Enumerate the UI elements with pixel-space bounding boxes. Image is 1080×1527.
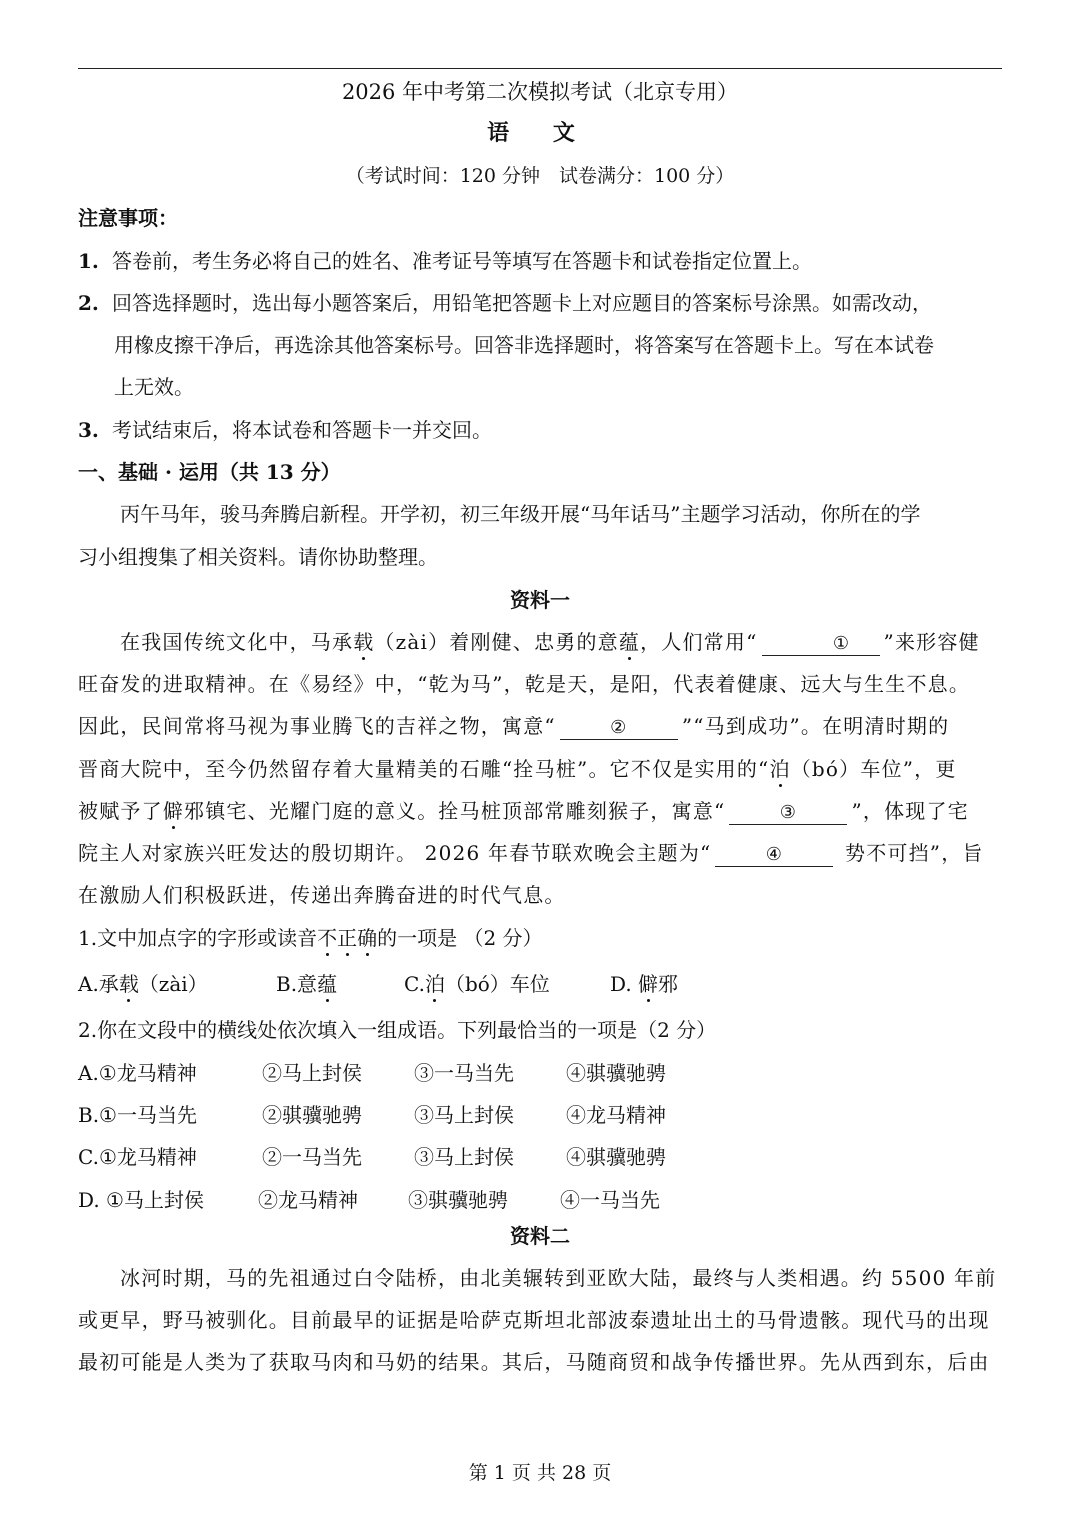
q1-option-c-rest: （bó）车位 [444, 972, 550, 996]
blank-1[interactable]: ① [762, 633, 880, 656]
q1-option-a-dot: 载 [118, 972, 139, 996]
question-1-stem-a: 1.文中加点字的字形或读音 [78, 926, 318, 950]
material1-line6-a: 院主人对家族兴旺发达的殷切期许。 2026 年春节联欢晚会主题为“ [78, 841, 712, 865]
q2-option-d-4: ④一马当先 [560, 1188, 660, 1212]
material2-line3: 最初可能是人类为了获取马肉和马奶的结果。其后，马随商贸和战争传播世界。先从西到东，后由 [78, 1350, 990, 1374]
notice-item-3-number: 3. [78, 418, 99, 442]
material1-line3 [78, 712, 1008, 740]
q2-option-c-1: C.①龙马精神 [78, 1145, 197, 1169]
question-1-stem-b: 的一项是 （2 分） [377, 926, 543, 950]
material1-line1-b: （zài）着刚健、忠勇的意 [374, 630, 619, 654]
notice-item-2-text: 回答选择题时，选出每小题答案后，用铅笔把答题卡上对应题目的答案标号涂黑。如需改动， [112, 291, 932, 315]
q1-option-b-dot: 蕴 [317, 972, 338, 996]
notice-item-1 [78, 247, 1008, 275]
dotted-char-zheng: 正 [337, 926, 358, 950]
material1-line1-c: ，人们常用“ [640, 630, 758, 654]
q1-option-a-pinyin: （zài） [138, 972, 208, 996]
material1-line4-a: 晋商大院中，至今仍然留存着大量精美的石雕“拴马桩”。它不仅是实用的“ [78, 757, 770, 781]
header-rule [78, 68, 1002, 69]
q2-option-d-2: ②龙马精神 [258, 1188, 358, 1212]
material1-line5-a: 被赋予了 [78, 799, 163, 823]
material1-line4-b: （bó）车位”，更 [790, 757, 957, 781]
page-number: 第 1 页 共 28 页 [468, 1462, 612, 1484]
material1-line3-a: 因此，民间常将马视为事业腾飞的吉祥之物，寓意“ [78, 714, 556, 738]
dotted-char-bu: 不 [317, 926, 338, 950]
subject-title: 语 文 [487, 120, 593, 146]
blank-2[interactable]: ② [560, 717, 678, 740]
notice-heading: 注意事项： [78, 206, 178, 230]
notice-item-2 [78, 289, 1008, 317]
material1-line2: 旺奋发的进取精神。在《易经》中，“乾为马”，乾是天，是阳，代表着健康、远大与生生不息。 [78, 672, 971, 696]
dotted-char-bo: 泊 [769, 757, 791, 781]
notice-item-1-text: 答卷前，考生务必将自己的姓名、准考证号等填写在答题卡和试卷指定位置上。 [112, 249, 812, 273]
q1-option-d[interactable] [610, 970, 678, 998]
material1-line5-b: 邪镇宅、光耀门庭的意义。拴马桩顶部常雕刻猴子，寓意“ [184, 799, 726, 823]
question-1-stem [78, 924, 1008, 952]
q1-option-a[interactable] [78, 970, 276, 998]
notice-item-2-text-line2: 用橡皮擦干净后，再选涂其他答案标号。回答非选择题时，将答案写在答题卡上。写在本试卷 [114, 333, 934, 357]
blank-3[interactable]: ③ [729, 802, 847, 825]
q2-option-c-2: ②一马当先 [262, 1145, 362, 1169]
q2-option-d-1: D. ①马上封侯 [78, 1188, 204, 1212]
notice-item-3 [78, 416, 1008, 444]
q1-option-d-dot: 僻 [638, 972, 659, 996]
q2-option-a-4: ④骐骥驰骋 [566, 1061, 666, 1085]
q2-option-a[interactable] [78, 1059, 1008, 1087]
material2-line1: 冰河时期，马的先祖通过白令陆桥，由北美辗转到亚欧大陆，最终与人类相遇。约 5500 年前 [120, 1266, 997, 1290]
material1-line3-b: ”“马到成功”。在明清时期的 [681, 714, 950, 738]
q2-option-d[interactable] [78, 1186, 1008, 1214]
notice-item-2-number: 2. [78, 291, 99, 315]
exam-title: 2026 年中考第二次模拟考试（北京专用） [341, 80, 739, 104]
q1-option-a-text: A.承 [78, 972, 119, 996]
q2-option-a-1: A.①龙马精神 [78, 1061, 197, 1085]
blank-4[interactable]: ④ [715, 844, 833, 867]
q1-option-d-text: D. [610, 972, 639, 996]
q2-option-c-4: ④骐骥驰骋 [566, 1145, 666, 1169]
q2-option-b-3: ③马上封侯 [414, 1103, 514, 1127]
q2-option-a-3: ③一马当先 [414, 1061, 514, 1085]
q2-option-a-2: ②马上封侯 [262, 1061, 362, 1085]
section1-intro-line2: 习小组搜集了相关资料。请你协助整理。 [78, 545, 438, 569]
q1-option-d-rest: 邪 [658, 972, 679, 996]
q2-option-d-3: ③骐骥驰骋 [408, 1188, 508, 1212]
material2-line2: 或更早，野马被驯化。目前最早的证据是哈萨克斯坦北部波泰遗址出土的马骨遗骸。现代马的出现 [78, 1308, 990, 1332]
q2-option-c[interactable] [78, 1143, 1008, 1171]
notice-item-3-text: 考试结束后，将本试卷和答题卡一并交回。 [112, 418, 492, 442]
section1-intro-line1: 丙午马年，骏马奔腾启新程。开学初，初三年级开展“马年话马”主题学习活动，你所在的学 [120, 502, 921, 526]
dotted-char-pi: 僻 [162, 799, 185, 823]
material1-heading: 资料一 [510, 588, 570, 612]
q2-option-b-2: ②骐骥驰骋 [262, 1103, 362, 1127]
q1-option-b-text: B.意 [276, 972, 318, 996]
dotted-char-zai: 载 [353, 630, 375, 654]
material1-line6 [78, 839, 1008, 867]
material1-line1 [78, 628, 1008, 656]
material2-heading: 资料二 [510, 1224, 570, 1248]
q2-option-b-1: B.①一马当先 [78, 1103, 197, 1127]
notice-item-2-text-line3: 上无效。 [114, 375, 194, 399]
material1-line1-a: 在我国传统文化中，马承 [120, 630, 354, 654]
question-1-options [78, 970, 1008, 998]
dotted-char-que: 确 [357, 926, 378, 950]
material1-line4 [78, 755, 1008, 783]
material1-line5-c: ”，体现了宅 [851, 799, 969, 823]
material1-line7: 在激励人们积极跃进，传递出奔腾奋进的时代气息。 [78, 883, 566, 907]
q1-option-c[interactable] [404, 970, 610, 998]
material1-line1-d: ”来形容健 [883, 630, 980, 654]
dotted-char-yun: 蕴 [618, 630, 641, 654]
q1-option-b[interactable] [276, 970, 404, 998]
q2-option-b-4: ④龙马精神 [566, 1103, 666, 1127]
notice-item-1-number: 1. [78, 249, 99, 273]
question-2-stem: 2.你在文段中的横线处依次填入一组成语。下列最恰当的一项是（2 分） [78, 1018, 717, 1042]
material1-line5 [78, 797, 1008, 825]
material1-line6-b: 势不可挡”，旨 [837, 841, 984, 865]
q2-option-c-3: ③马上封侯 [414, 1145, 514, 1169]
section1-heading: 一、基础 · 运用（共 13 分） [78, 460, 341, 484]
q1-option-c-dot: 泊 [424, 972, 445, 996]
q1-option-c-text: C. [404, 972, 425, 996]
exam-info: （考试时间：120 分钟 试卷满分：100 分） [345, 165, 735, 187]
q2-option-b[interactable] [78, 1101, 1008, 1129]
